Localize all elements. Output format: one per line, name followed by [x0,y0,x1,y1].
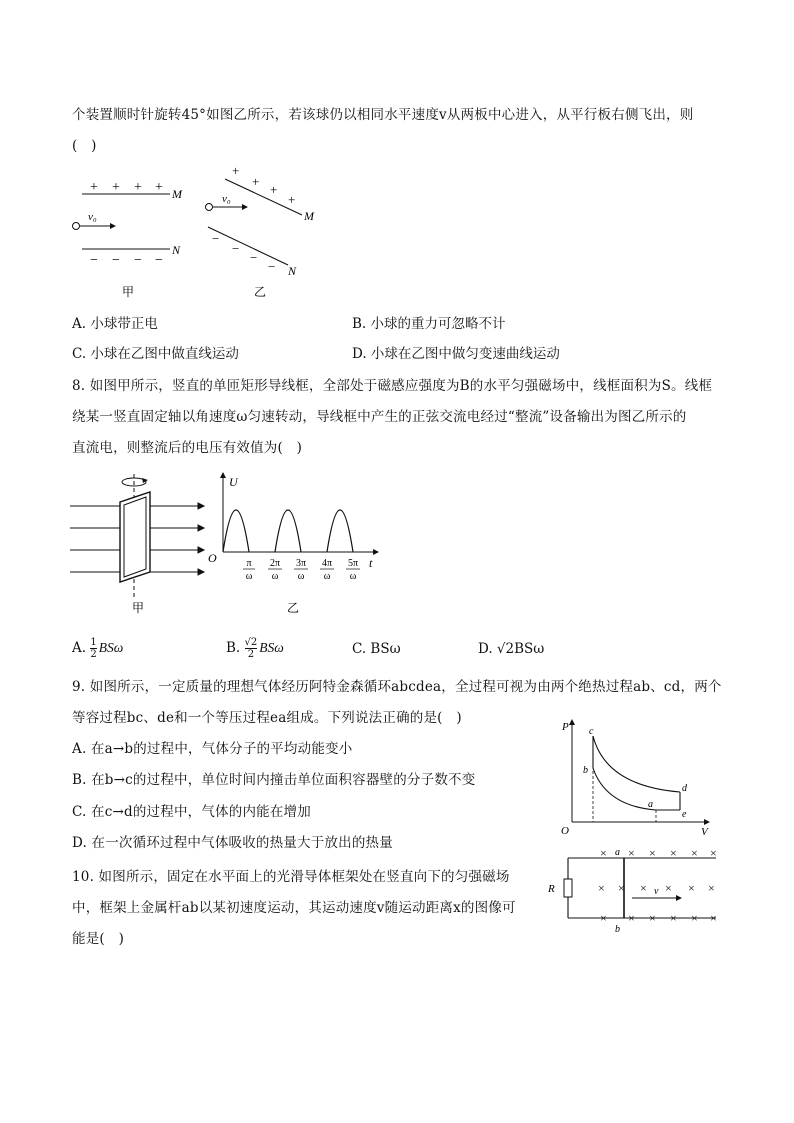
minus-sign: − [155,253,163,268]
cross-mark: × [665,881,672,895]
minus-sign: − [212,231,220,246]
fraction: $\frac{1}{2}$ [90,637,97,660]
tick-omega: ω [245,571,253,582]
q8-stem-line-1: 8. 如图甲所示，竖直的单匝矩形导线框，全部处于磁感应强度为B的水平匀强磁场中，线框面积为S。线框 [72,378,713,394]
caption-jia: 甲 [122,285,135,299]
tick-label: π [246,558,252,569]
label-v: V [701,826,708,838]
cross-mark: × [600,911,607,925]
q8-figure-a [70,472,210,620]
caption-yi: 乙 [287,601,300,615]
label-m: M [172,187,182,201]
plus-sign: + [155,180,163,195]
plus-sign: + [134,180,142,195]
cross-mark: × [710,846,717,860]
caption-jia: 甲 [132,601,145,615]
cross-mark: × [598,881,605,895]
minus-sign: − [134,253,142,268]
q7-stem-line-1: 个装置顺时针旋转45°如图乙所示，若该球仍以相同水平速度v从两板中心进入，从平行板右侧飞出，则 [72,107,694,123]
curve-ba [593,768,656,810]
tick-label: 2π [269,558,281,569]
cross-mark: × [600,846,607,860]
tick-omega: ω [349,571,357,582]
q9-option-b[interactable]: B. 在b→c的过程中，单位时间内撞击单位面积容器壁的分子数不变 [72,772,476,788]
option-expr: BSω [259,640,284,655]
pulse-2 [275,510,301,552]
cross-mark: × [670,846,677,860]
curve-cd [593,736,680,792]
ball [206,204,213,211]
q9-option-c[interactable]: C. 在c→d的过程中，气体的内能在增加 [72,804,311,820]
cross-mark: × [640,881,647,895]
cross-mark: × [708,881,715,895]
q9-pv-diagram [558,718,718,840]
caption-yi: 乙 [254,285,267,299]
q7-figure-b [200,165,320,305]
cross-mark: × [628,911,635,925]
tick-omega: ω [297,571,305,582]
tick-label: 3π [295,558,307,569]
label-o: O [561,825,569,837]
q10-stem-line-1: 10. 如图所示，固定在水平面上的光滑导体框架处在竖直向下的匀强磁场 [72,869,510,885]
cross-mark: × [618,881,625,895]
ball [73,223,80,230]
q9-option-a[interactable]: A. 在a→b的过程中，气体分子的平均动能变小 [72,741,353,757]
q7-option-d[interactable]: D. 小球在乙图中做匀变速曲线运动 [352,346,560,362]
option-label: A. [72,640,91,656]
q9-stem-line-2: 等容过程bc、de和一个等压过程ea组成。下列说法正确的是( ) [72,710,462,726]
tick-omega: ω [271,571,279,582]
label-u: U [229,475,238,489]
q8-option-c[interactable]: C. BSω [352,641,401,657]
label-o: O [208,551,217,565]
label-e: e [682,809,687,820]
q7-option-c[interactable]: C. 小球在乙图中做直线运动 [72,346,239,362]
cross-mark: × [691,846,698,860]
label-v0: v₀ [222,193,231,205]
cross-mark: × [649,846,656,860]
resistor [564,879,572,897]
q7-option-b[interactable]: B. 小球的重力可忽略不计 [352,316,506,332]
minus-sign: − [232,241,240,256]
minus-sign: − [268,259,276,274]
tick-omega: ω [323,571,331,582]
plus-sign: + [232,163,240,178]
q10-stem-line-2: 中，框架上金属杆ab以某初速度运动，其运动速度v随运动距离x的图像可 [72,900,516,916]
plus-sign: + [288,192,296,207]
q7-option-a[interactable]: A. 小球带正电 [72,316,158,332]
q8-figure-b [205,472,385,620]
option-expr: BSω [98,640,124,655]
label-c: c [589,726,594,737]
q9-stem-line-1: 9. 如图所示，一定质量的理想气体经历阿特金森循环abcdea，全过程可视为由两个绝热过程ab、cd，两个 [72,679,722,695]
q8-option-d[interactable]: D. √2BSω [478,641,545,657]
label-p: P [562,721,569,733]
plate-n [208,227,288,265]
label-b: b [615,924,620,935]
pulse-3 [327,510,353,552]
minus-sign: − [90,253,98,268]
q7-figure-a [70,172,200,302]
tick-label: 5π [347,558,359,569]
q10-circuit-figure [548,843,720,935]
plus-sign: + [270,182,278,197]
minus-sign: − [112,253,120,268]
minus-sign: − [250,250,258,265]
label-v0: v₀ [88,211,97,223]
cross-mark: × [710,911,717,925]
q8-option-b[interactable] [226,637,284,660]
label-a: a [615,847,620,858]
label-b: b [583,765,588,776]
label-t: t [369,556,373,570]
plus-sign: + [90,180,98,195]
pulse-1 [223,510,249,552]
tick-label: 4π [321,558,333,569]
q8-stem-line-2: 绕某一竖直固定轴以角速度ω匀速转动，导线框中产生的正弦交流电经过“整流”设备输出为图乙所示的 [72,409,687,425]
cross-mark: × [670,911,677,925]
label-d: d [682,783,687,794]
q8-stem-line-3: 直流电，则整流后的电压有效值为( ) [72,440,303,456]
label-n: N [288,264,297,278]
label-n: N [172,243,181,257]
cross-mark: × [649,911,656,925]
q7-stem-line-2: ( ) [72,138,97,154]
label-m: M [304,209,314,223]
cross-mark: × [628,846,635,860]
label-a: a [648,799,653,810]
option-label: B. [226,640,245,656]
cross-mark: × [688,881,695,895]
label-r: R [548,883,555,895]
q8-option-a[interactable] [72,637,123,660]
plus-sign: + [252,174,260,189]
fraction: $\frac{√2}{2}$ [244,637,258,660]
label-v: v [654,886,659,897]
plus-sign: + [112,180,120,195]
tick-labels [243,558,360,582]
q10-stem-line-3: 能是( ) [72,931,125,947]
cross-mark: × [691,911,698,925]
q9-option-d[interactable]: D. 在一次循环过程中气体吸收的热量大于放出的热量 [72,835,393,851]
